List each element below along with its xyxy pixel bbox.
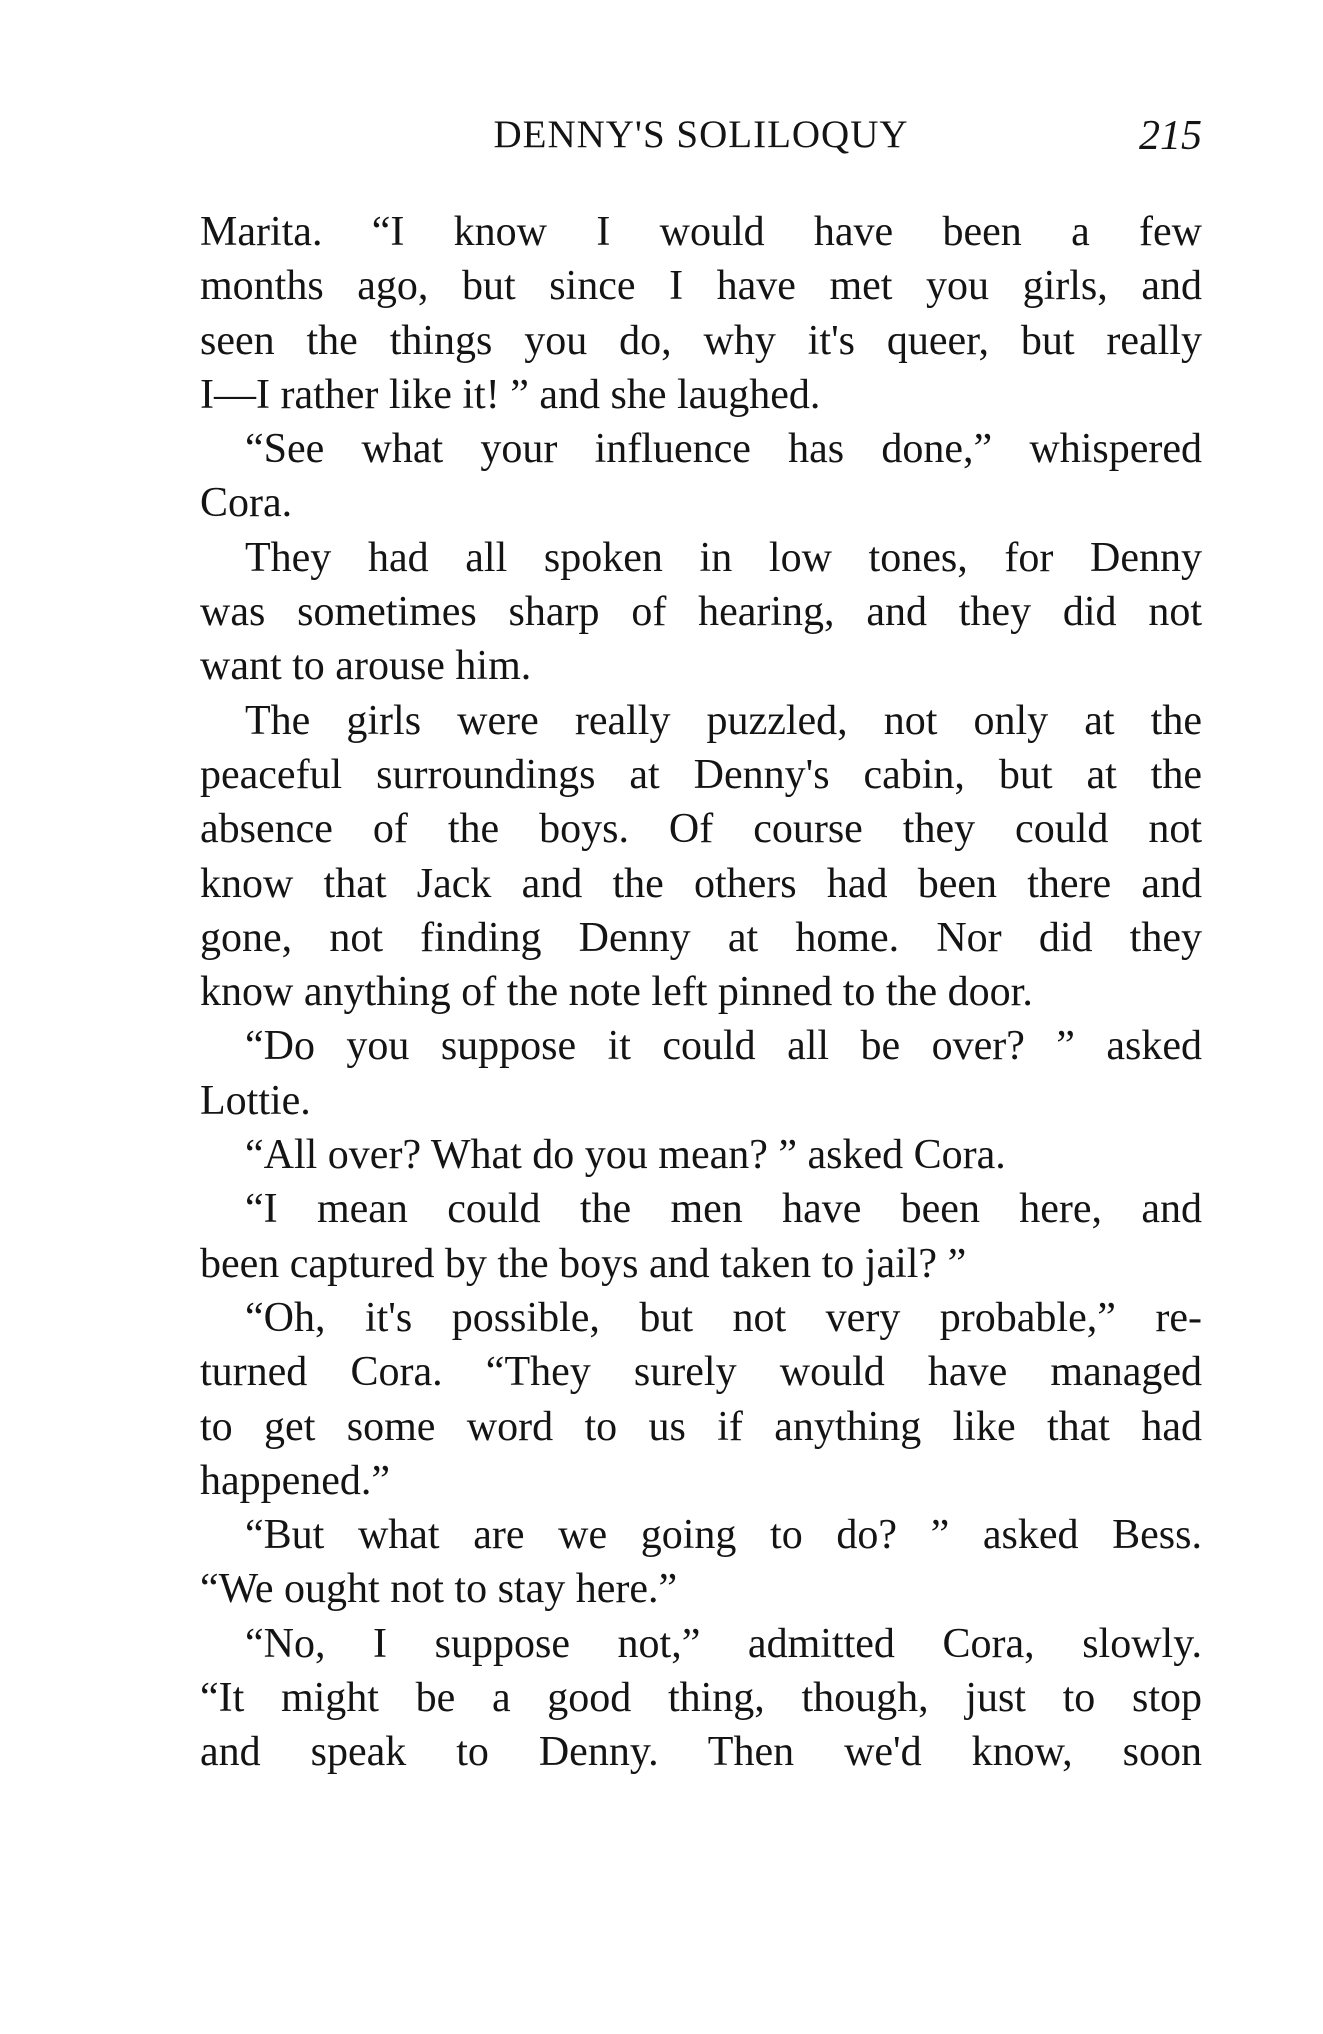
text-line: gone, not finding Denny at home. Nor did they — [200, 914, 1202, 961]
text-line: want to arouse him. — [200, 643, 532, 690]
text-line: “No, I suppose not,” admitted Cora, slowly. — [245, 1620, 1202, 1667]
text-line: months ago, but since I have met you girls, and — [200, 263, 1202, 310]
text-line: “I mean could the men have been here, and — [245, 1186, 1202, 1233]
running-title: DENNY'S SOLILOQUY — [493, 113, 909, 156]
text-line: “Oh, it's possible, but not very probable,” re- — [245, 1294, 1202, 1341]
text-line: peaceful surroundings at Denny's cabin, but at the — [200, 751, 1202, 798]
text-line: seen the things you do, why it's queer, but really — [200, 317, 1202, 364]
text-line: Lottie. — [200, 1077, 311, 1124]
text-line: Cora. — [200, 480, 293, 527]
text-line: “See what your influence has done,” whispered — [245, 426, 1202, 473]
text-line: was sometimes sharp of hearing, and they did not — [200, 589, 1202, 636]
text-line: “It might be a good thing, though, just to stop — [200, 1675, 1202, 1722]
text-line: to get some word to us if anything like that had — [200, 1403, 1202, 1450]
page-number: 215 — [1139, 113, 1202, 159]
text-line: The girls were really puzzled, not only at the — [245, 697, 1202, 744]
body-text — [200, 205, 1202, 1780]
text-line: happened.” — [200, 1457, 391, 1504]
running-head — [200, 112, 1202, 172]
text-line: turned Cora. “They surely would have managed — [200, 1349, 1202, 1396]
text-line: and speak to Denny. Then we'd know, soon — [200, 1729, 1202, 1776]
text-line: “Do you suppose it could all be over? ” asked — [245, 1023, 1202, 1070]
text-line: They had all spoken in low tones, for Denny — [245, 534, 1202, 581]
text-line: “We ought not to stay here.” — [200, 1566, 678, 1613]
text-line: know anything of the note left pinned to the door. — [200, 969, 1033, 1016]
text-line: absence of the boys. Of course they could not — [200, 806, 1202, 853]
text-line: know that Jack and the others had been there and — [200, 860, 1202, 907]
text-line: “All over? What do you mean? ” asked Cora. — [245, 1132, 1006, 1179]
text-line: “But what are we going to do? ” asked Bess. — [245, 1512, 1202, 1559]
text-line: Marita. “I know I would have been a few — [200, 209, 1202, 255]
text-line: I—I rather like it! ” and she laughed. — [200, 371, 821, 418]
text-line: been captured by the boys and taken to jail? ” — [200, 1240, 967, 1287]
